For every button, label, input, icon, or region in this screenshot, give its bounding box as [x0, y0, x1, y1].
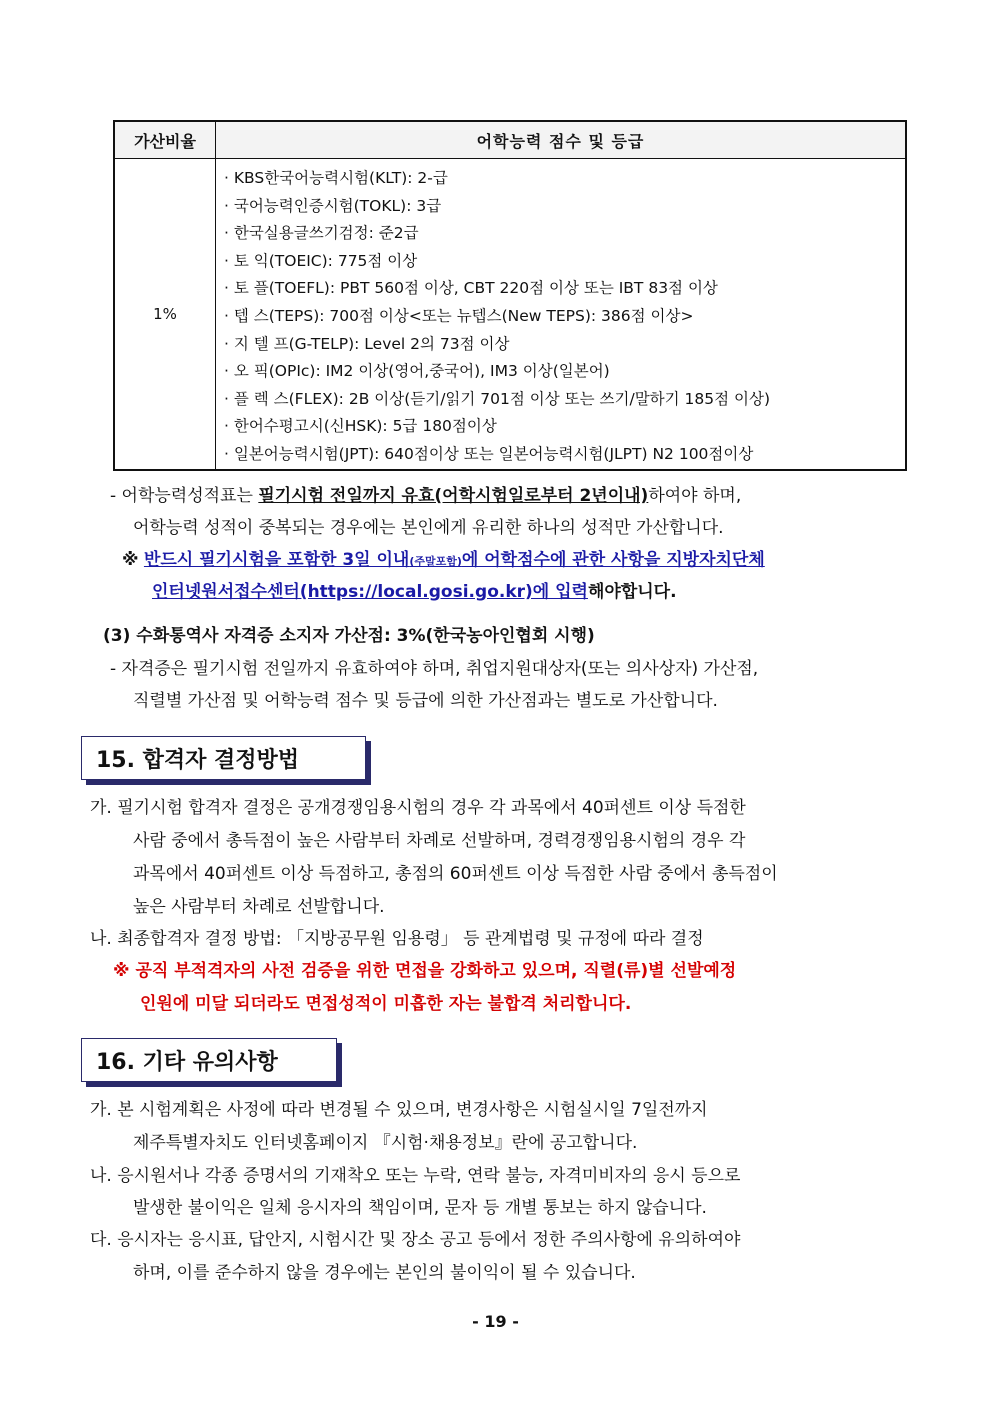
validity-line-1 — [110, 484, 741, 508]
list-item: · 토 익(TOEIC): 775점 이상 — [224, 251, 418, 270]
section-15-heading: 15. 합격자 결정방법 — [81, 736, 366, 780]
header-rate: 가산비율 — [115, 122, 216, 158]
s16-ga-2: 제주특별자치도 인터넷홈페이지 『시험·채용정보』란에 공고합니다. — [133, 1133, 638, 1153]
s15-ga-1: 가. 필기시험 합격자 결정은 공개경쟁임용시험의 경우 각 과목에서 40퍼센트 이상 득점한 — [90, 798, 746, 818]
list-item: · 플 렉 스(FLEX): 2B 이상(듣기/읽기 701점 이상 또는 쓰기/말하기 185점 이상) — [224, 389, 771, 408]
s16-da-2: 하며, 이를 준수하지 않을 경우에는 본인의 불이익이 될 수 있습니다. — [133, 1263, 636, 1283]
language-score-table — [113, 120, 907, 471]
scores-cell — [216, 159, 905, 469]
validity-underlined: 필기시험 전일까지 유효(어학시험일로부터 2년이내) — [258, 486, 649, 506]
s15-warning-1: ※ 공직 부적격자의 사전 검증을 위한 면접을 강화하고 있으며, 직렬(류)별 선발예정 — [113, 961, 737, 981]
sign-language-line-2: 직렬별 가산점 및 어학능력 점수 및 등급에 의한 가산점과는 별도로 가산합니다. — [133, 691, 718, 711]
notice-mark: ※ — [122, 550, 139, 570]
list-item: · KBS한국어능력시험(KLT): 2-급 — [224, 169, 448, 187]
notice-text-c: 해야합니다. — [587, 582, 677, 602]
section-16-heading: 16. 기타 유의사항 — [81, 1038, 337, 1082]
list-item: · 오 픽(OPIc): IM2 이상(영어,중국어), IM3 이상(일본어) — [224, 362, 610, 381]
s15-warning-2: 인원에 미달 되더라도 면접성적이 미흡한 자는 불합격 처리합니다. — [140, 994, 632, 1014]
notice-url-text[interactable]: 인터넷원서접수센터(https://local.gosi.go.kr)에 입력 — [152, 582, 588, 602]
s16-na-2: 발생한 불이익은 일체 응시자의 책임이며, 문자 등 개별 통보는 하지 않습니다. — [133, 1198, 707, 1218]
validity-suffix: 하여야 하며, — [648, 486, 742, 506]
sign-language-title: (3) 수화통역사 자격증 소지자 가산점: 3%(한국농아인협회 시행) — [103, 626, 595, 646]
table-row — [115, 159, 905, 469]
notice-line-1 — [122, 548, 765, 574]
list-item: · 지 텔 프(G-TELP): Level 2의 73점 이상 — [224, 334, 510, 353]
s16-ga-1: 가. 본 시험계획은 사정에 따라 변경될 수 있으며, 변경사항은 시험실시일 7일전까지 — [90, 1100, 708, 1120]
list-item: · 일본어능력시험(JPT): 640점이상 또는 일본어능력시험(JLPT) N2 100점이상 — [224, 444, 754, 463]
sign-language-line-1: - 자격증은 필기시험 전일까지 유효하여야 하며, 취업지원대상자(또는 의사상자) 가산점, — [110, 659, 759, 679]
s15-na: 나. 최종합격자 결정 방법: 「지방공무원 임용령」 등 관계법령 및 규정에 따라 결정 — [90, 929, 704, 949]
list-item: · 텝 스(TEPS): 700점 이상<또는 뉴텝스(New TEPS): 386점 이상> — [224, 306, 694, 325]
notice-weekend: (주말포함) — [409, 555, 462, 568]
notice-line-2 — [152, 580, 677, 604]
notice-text-a: 반드시 필기시험을 포함한 3일 이내 — [143, 550, 410, 570]
validity-prefix: - 어학능력성적표는 — [110, 486, 259, 506]
header-scores: 어학능력 점수 및 등급 — [476, 131, 645, 151]
s15-ga-3: 과목에서 40퍼센트 이상 득점하고, 총점의 60퍼센트 이상 득점한 사람 중에서 총득점이 — [133, 864, 778, 884]
table-header-row — [115, 122, 905, 159]
list-item: · 토 플(TOEFL): PBT 560점 이상, CBT 220점 이상 또는 IBT 83점 이상 — [224, 279, 718, 298]
list-item: · 한국실용글쓰기검정: 준2급 — [224, 224, 419, 243]
list-item: · 국어능력인증시험(TOKL): 3급 — [224, 196, 442, 215]
s15-ga-2: 사람 중에서 총득점이 높은 사람부터 차례로 선발하며, 경력경쟁임용시험의 경우 각 — [133, 831, 746, 851]
list-item: · 한어수평고시(신HSK): 5급 180점이상 — [224, 417, 497, 436]
validity-line-2: 어학능력 성적이 중복되는 경우에는 본인에게 유리한 하나의 성적만 가산합니다. — [133, 518, 724, 538]
rate-cell: 1% — [115, 159, 216, 469]
notice-text-b: 에 어학점수에 관한 사항을 지방자치단체 — [461, 550, 765, 570]
s15-ga-4: 높은 사람부터 차례로 선발합니다. — [133, 897, 385, 917]
page-number: - 19 - — [472, 1312, 519, 1331]
s16-na-1: 나. 응시원서나 각종 증명서의 기재착오 또는 누락, 연락 불능, 자격미비자의 응시 등으로 — [90, 1166, 741, 1186]
s16-da-1: 다. 응시자는 응시표, 답안지, 시험시간 및 장소 공고 등에서 정한 주의사항에 유의하여야 — [90, 1230, 741, 1250]
